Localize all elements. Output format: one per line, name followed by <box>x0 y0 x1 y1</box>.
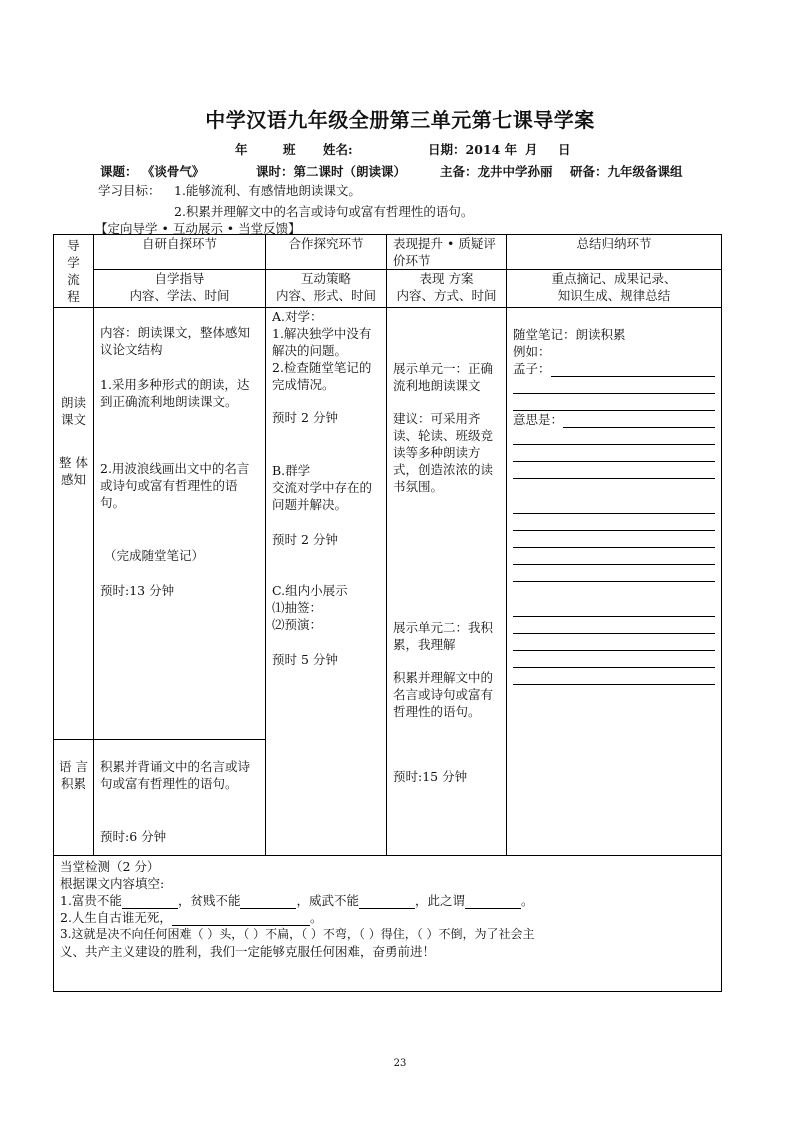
answer-line[interactable] <box>513 428 715 445</box>
in-class-check <box>54 856 722 992</box>
goal-2: 2.积累并理解文中的名言或诗句或富有哲理性的语句。 <box>174 204 474 219</box>
question-2: 2.人生自古谁无死， 。 <box>60 910 323 925</box>
yanbei: 研备：九年级备课组 <box>570 164 683 179</box>
answer-line[interactable] <box>513 445 715 462</box>
answer-line[interactable] <box>513 565 715 582</box>
goal-1: 1.能够流利、有感情地朗读课文。 <box>174 183 361 198</box>
guide-table <box>53 234 722 992</box>
answer-line[interactable] <box>563 413 715 428</box>
header-col2: 合作探究环节 <box>266 235 387 270</box>
cooperation-cell: A.对学： 1.解决独学中没有解决的问题。 2.检查随堂笔记的完成情况。 预时 2 分钟 B.群学 交流对学中存在的问题并解决。 预时 2 分钟 C.组内小展示 ⑴抽签： ⑵预演： 预时 5 分钟 <box>266 308 387 856</box>
page-number: 23 <box>393 1058 407 1069</box>
accumulate-cell: 积累并背诵文中的名言或诗句或富有哲理性的语句。 预时:6 分钟 <box>94 740 266 856</box>
answer-line[interactable] <box>513 548 715 565</box>
answer-line[interactable] <box>513 668 715 685</box>
sub-col1: 自学指导 内容、学法、时间 <box>94 270 266 308</box>
keti: 课题： 《谈骨气》 <box>100 164 205 179</box>
sub-col3: 表现 方案 内容、方式、时间 <box>387 270 507 308</box>
page-title: 中学汉语九年级全册第三单元第七课导学案 <box>205 108 595 132</box>
answer-line[interactable] <box>513 651 715 668</box>
zhubian: 主备：龙井中学孙丽 <box>440 164 553 179</box>
info-xingming: 姓名: <box>323 142 353 157</box>
info-nian: 年 <box>235 142 248 157</box>
step-reading: 朗读 课文 整 体 感知 <box>54 308 94 740</box>
answer-line[interactable] <box>513 600 715 617</box>
presentation-cell: 展示单元一：正确流利地朗读课文 建议：可采用齐读、轮读、班级竞读等多种朗读方式，创造浓浓的读书氛围。 展示单元二：我积累，我理解 积累并理解文中的名言或诗句或富有哲理性的语句。 预时:15 分钟 <box>387 308 507 856</box>
summary-cell: 随堂笔记：朗读积累 例如： 孟子： 意思是： <box>507 308 722 856</box>
answer-line[interactable] <box>513 617 715 634</box>
question-1: 1.富贵不能 ，贫贱不能 ，威武不能 ，此之谓 。 <box>60 893 534 908</box>
sub-col4: 重点摘记、成果记录、 知识生成、规律总结 <box>507 270 722 308</box>
keshi: 课时：第二课时（朗读课） <box>256 164 407 179</box>
answer-line[interactable] <box>551 362 715 377</box>
question-3: 3.这就是决不向任何困难（ ）头，（ ）不扁，（ ）不弯，（ ）得住，（ ）不倒，为了社会主 <box>60 927 535 941</box>
answer-line[interactable] <box>513 531 715 548</box>
header-col4: 总结归纳环节 <box>507 235 722 270</box>
step-accumulate: 语 言 积累 <box>54 740 94 856</box>
header-flow: 导 学 流 程 <box>54 235 94 308</box>
check-instructions: 根据课文内容填空: <box>60 876 165 891</box>
check-title: 当堂检测（2 分） <box>60 859 160 874</box>
self-study-cell: 内容：朗读课文，整体感知议论文结构 1.采用多种形式的朗读，达到正确流利地朗读课文。 2.用波浪线画出文中的名言或诗句或富有哲理性的语句。 （完成随堂笔记） 预时:13 分钟 <box>94 308 266 740</box>
header-col3: 表现提升 • 质疑评价环节 <box>387 235 507 270</box>
answer-line[interactable] <box>513 514 715 531</box>
blank[interactable] <box>465 908 521 909</box>
mode-label: 【定向导学 • 互动展示 • 当堂反馈】 <box>95 221 301 236</box>
header-col1: 自研自探环节 <box>94 235 266 270</box>
info-ri: 日 <box>558 142 571 157</box>
goal-label: 学习目标： <box>98 183 161 198</box>
answer-line[interactable] <box>513 634 715 651</box>
answer-line[interactable] <box>513 462 715 479</box>
answer-line[interactable] <box>513 377 715 394</box>
answer-line[interactable] <box>513 394 715 411</box>
info-date: 日期：2014 年 <box>428 142 518 157</box>
info-ban: 班 <box>283 142 296 157</box>
question-3-cont: 义、共产主义建设的胜利，我们一定能够克服任何困难，奋勇前进！ <box>60 944 436 959</box>
blank[interactable] <box>359 908 415 909</box>
sub-col2: 互动策略 内容、形式、时间 <box>266 270 387 308</box>
answer-line[interactable] <box>513 497 715 514</box>
info-yue: 月 <box>525 142 538 157</box>
